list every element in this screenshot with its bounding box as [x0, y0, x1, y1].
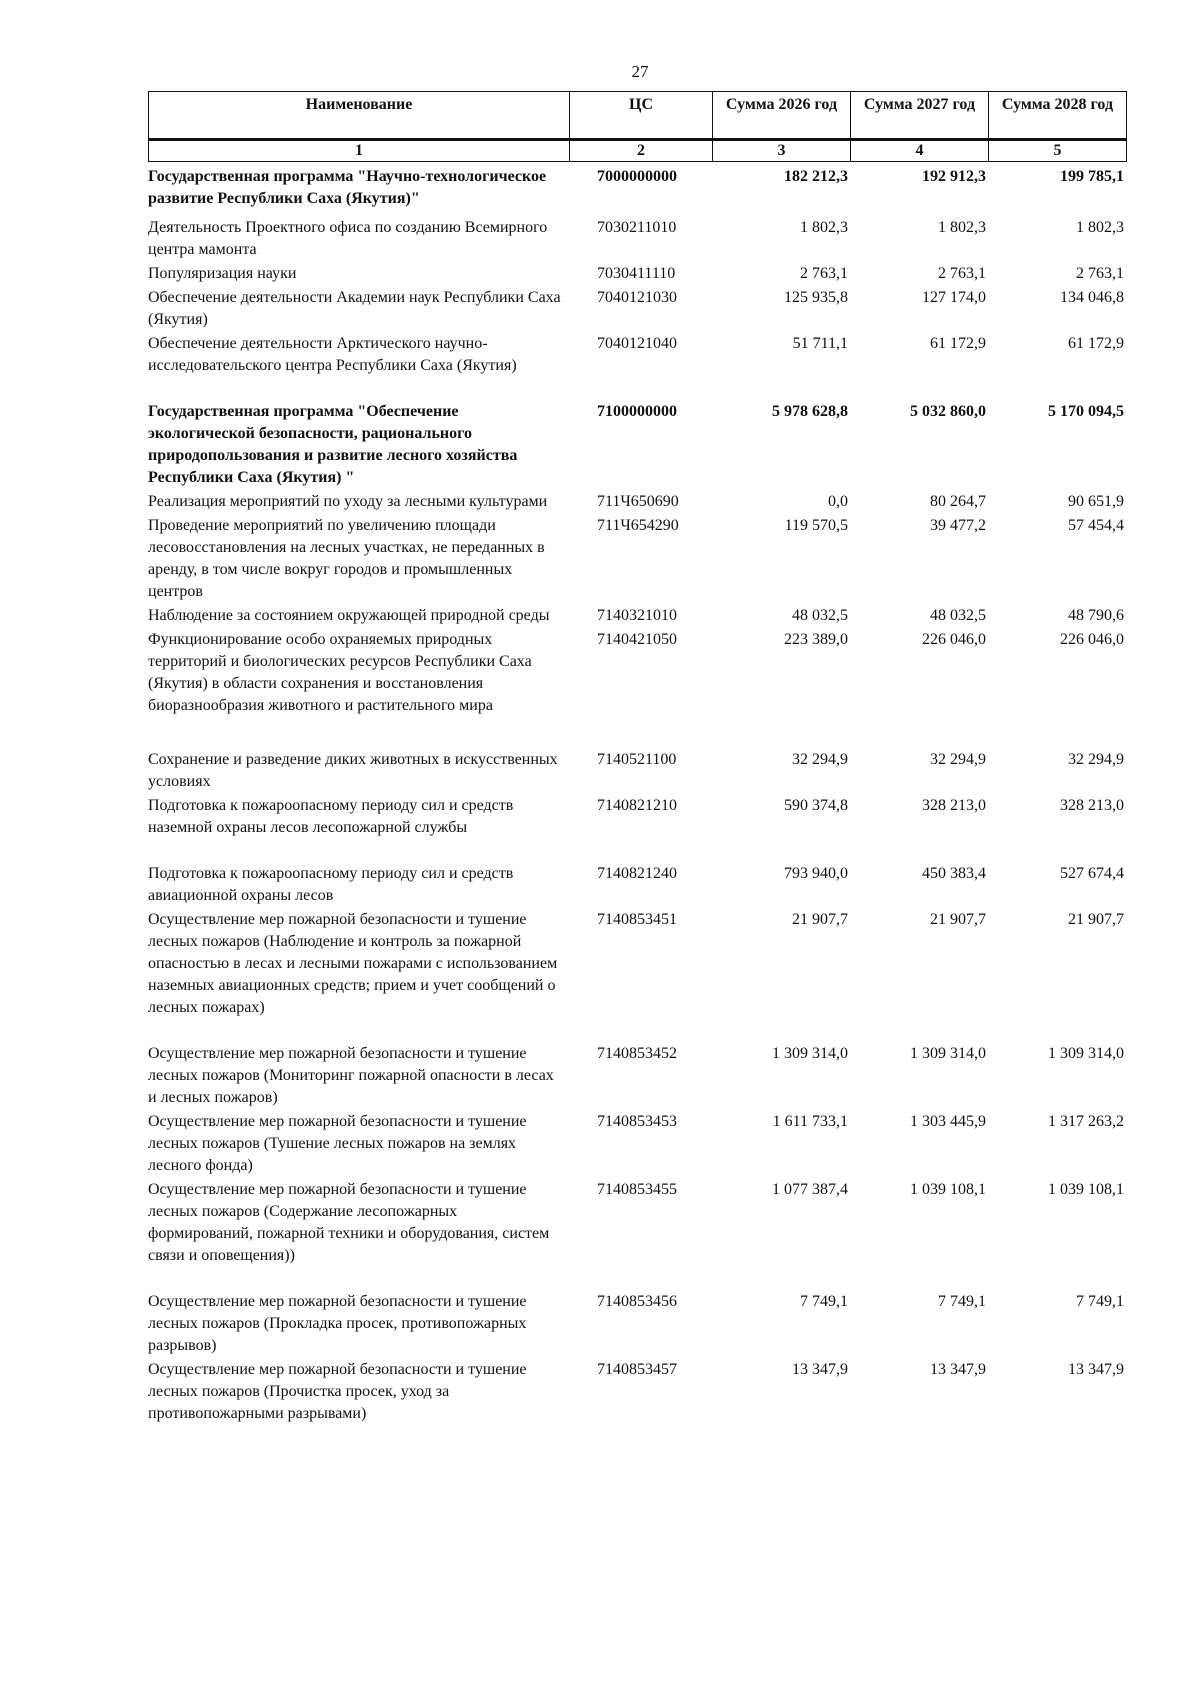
row-sum-2026: 21 907,7: [792, 911, 848, 928]
row-cs-code: 711Ч654290: [597, 517, 679, 534]
row-cs-code: 7040121040: [597, 335, 677, 352]
row-sum-2028: 1 039 108,1: [1048, 1181, 1124, 1198]
row-name: Обеспечение деятельности Арктического научно-исследовательского центра Республики Саха (Якутия): [148, 335, 517, 374]
row-sum-2028: 13 347,9: [1068, 1361, 1124, 1378]
row-name: Осуществление мер пожарной безопасности и тушение лесных пожаров (Наблюдение и контроль за пожарной опасностью в лесах и лесными пожарами с использованием наземных авиационных средств; прием и учет сообщений о лесных пожарах): [148, 911, 558, 1016]
row-cs-code: 7140853451: [597, 911, 677, 928]
table-row: [148, 513, 1126, 603]
row-sum-2028: 7 749,1: [1076, 1293, 1124, 1310]
table-row: [148, 1289, 1126, 1357]
row-cs-code: 7140853456: [597, 1293, 677, 1310]
row-name: Государственная программа "Научно-технологическое развитие Республики Саха (Якутия)": [148, 168, 547, 207]
row-sum-2026: 7 749,1: [800, 1293, 848, 1310]
row-cs-code: 711Ч650690: [597, 493, 679, 510]
row-name: Функционирование особо охраняемых природных территорий и биологических ресурсов Республики Саха (Якутия) в области сохранения и восстановления биоразнообразия животного и растительного мира: [148, 631, 532, 714]
header-sum-2028: Сумма 2028 год: [989, 92, 1127, 140]
row-sum-2028: 32 294,9: [1068, 751, 1124, 768]
table-row: [148, 261, 1126, 285]
row-name: Подготовка к пожароопасному периоду сил и средств авиационной охраны лесов: [148, 865, 514, 904]
row-sum-2027: 48 032,5: [930, 607, 986, 624]
row-cs-code: 7100000000: [597, 403, 677, 420]
column-number: 3: [713, 140, 851, 162]
row-sum-2028: 1 309 314,0: [1048, 1045, 1124, 1062]
row-name: Реализация мероприятий по уходу за лесными культурами: [148, 493, 548, 510]
header-sum-2027: Сумма 2027 год: [851, 92, 989, 140]
row-sum-2028: 199 785,1: [1060, 168, 1124, 185]
row-name: Осуществление мер пожарной безопасности и тушение лесных пожаров (Содержание лесопожарных формирований, пожарной техники и оборудования, систем связи и оповещения)): [148, 1181, 550, 1264]
row-sum-2028: 1 802,3: [1076, 219, 1124, 236]
header-name: Наименование: [149, 92, 570, 140]
row-cs-code: 7140853453: [597, 1113, 677, 1130]
row-sum-2027: 7 749,1: [938, 1293, 986, 1310]
table-row: [148, 603, 1126, 627]
header-sum-2026: Сумма 2026 год: [713, 92, 851, 140]
row-sum-2028: 5 170 094,5: [1048, 403, 1124, 420]
row-sum-2028: 48 790,6: [1068, 607, 1124, 624]
row-name: Подготовка к пожароопасному периоду сил и средств наземной охраны лесов лесопожарной службы: [148, 797, 514, 836]
row-cs-code: 7140821240: [597, 865, 677, 882]
table-row: [148, 793, 1126, 861]
budget-table: [148, 91, 1126, 1425]
table-row: [148, 285, 1126, 331]
table-body: [148, 162, 1126, 1425]
table-row: [148, 331, 1126, 399]
table-row: [148, 1177, 1126, 1289]
table-row: [148, 399, 1126, 489]
table-row: [148, 210, 1126, 261]
row-cs-code: 7140521100: [597, 751, 677, 768]
row-sum-2027: 39 477,2: [930, 517, 986, 534]
row-sum-2026: 51 711,1: [792, 335, 848, 352]
table-row: [148, 747, 1126, 793]
row-cs-code: 7140853452: [597, 1045, 677, 1062]
header-cs: ЦС: [570, 92, 713, 140]
row-name: Деятельность Проектного офиса по созданию Всемирного центра мамонта: [148, 219, 548, 258]
row-sum-2027: 1 039 108,1: [910, 1181, 986, 1198]
table-row: [148, 627, 1126, 747]
row-sum-2026: 1 802,3: [800, 219, 848, 236]
row-sum-2027: 450 383,4: [922, 865, 986, 882]
column-number: 5: [989, 140, 1127, 162]
row-sum-2027: 13 347,9: [930, 1361, 986, 1378]
row-sum-2027: 61 172,9: [930, 335, 986, 352]
row-sum-2027: 5 032 860,0: [910, 403, 986, 420]
row-sum-2028: 527 674,4: [1060, 865, 1124, 882]
row-cs-code: 7140821210: [597, 797, 677, 814]
row-sum-2026: 2 763,1: [800, 265, 848, 282]
row-cs-code: 7030411110: [597, 265, 676, 282]
row-sum-2027: 80 264,7: [930, 493, 986, 510]
row-sum-2027: 328 213,0: [922, 797, 986, 814]
row-sum-2028: 57 454,4: [1068, 517, 1124, 534]
row-name: Наблюдение за состоянием окружающей природной среды: [148, 607, 550, 624]
row-sum-2026: 0,0: [828, 493, 848, 510]
row-sum-2026: 5 978 628,8: [772, 403, 848, 420]
row-sum-2027: 32 294,9: [930, 751, 986, 768]
row-name: Государственная программа "Обеспечение экологической безопасности, рационального природопользования и развитие лесного хозяйства Республики Саха (Якутия) ": [148, 403, 518, 486]
row-sum-2027: 1 802,3: [938, 219, 986, 236]
row-sum-2026: 119 570,5: [784, 517, 848, 534]
row-name: Осуществление мер пожарной безопасности и тушение лесных пожаров (Прокладка просек, противопожарных разрывов): [148, 1293, 527, 1354]
column-number: 1: [149, 140, 570, 162]
table-row: [148, 489, 1126, 513]
row-sum-2026: 125 935,8: [784, 289, 848, 306]
row-name: Проведение мероприятий по увеличению площади лесовосстановления на лесных участках, не переданных в аренду, в том числе вокруг городов и промышленных центров: [148, 517, 545, 600]
row-cs-code: 7140321010: [597, 607, 677, 624]
row-sum-2026: 1 077 387,4: [772, 1181, 848, 1198]
row-sum-2026: 1 309 314,0: [772, 1045, 848, 1062]
row-sum-2028: 61 172,9: [1068, 335, 1124, 352]
table-row: [148, 162, 1126, 210]
row-sum-2027: 1 309 314,0: [910, 1045, 986, 1062]
row-sum-2026: 223 389,0: [784, 631, 848, 648]
table-row: [148, 1357, 1126, 1425]
row-sum-2027: 226 046,0: [922, 631, 986, 648]
table-row: [148, 1041, 1126, 1109]
table-row: [148, 907, 1126, 1041]
page-number: 27: [631, 62, 649, 81]
row-sum-2026: 793 940,0: [784, 865, 848, 882]
row-name: Сохранение и разведение диких животных в искусственных условиях: [148, 751, 558, 790]
row-cs-code: 7140853455: [597, 1181, 677, 1198]
row-sum-2028: 21 907,7: [1068, 911, 1124, 928]
row-sum-2028: 226 046,0: [1060, 631, 1124, 648]
row-sum-2027: 192 912,3: [922, 168, 986, 185]
table-header: [148, 91, 1127, 162]
row-sum-2028: 90 651,9: [1068, 493, 1124, 510]
row-sum-2027: 1 303 445,9: [910, 1113, 986, 1130]
row-sum-2027: 2 763,1: [938, 265, 986, 282]
row-name: Популяризация науки: [148, 265, 297, 282]
column-number: 2: [570, 140, 713, 162]
row-sum-2028: 134 046,8: [1060, 289, 1124, 306]
row-sum-2026: 590 374,8: [784, 797, 848, 814]
row-sum-2026: 1 611 733,1: [772, 1113, 848, 1130]
row-cs-code: 7140853457: [597, 1361, 677, 1378]
table-row: [148, 1109, 1126, 1177]
row-name: Осуществление мер пожарной безопасности и тушение лесных пожаров (Мониторинг пожарной опасности в лесах и лесных пожаров): [148, 1045, 554, 1106]
row-cs-code: 7040121030: [597, 289, 677, 306]
row-sum-2026: 13 347,9: [792, 1361, 848, 1378]
row-cs-code: 7140421050: [597, 631, 677, 648]
row-name: Осуществление мер пожарной безопасности и тушение лесных пожаров (Прочистка просек, уход за противопожарными разрывами): [148, 1361, 527, 1422]
row-sum-2027: 127 174,0: [922, 289, 986, 306]
row-sum-2026: 32 294,9: [792, 751, 848, 768]
row-name: Осуществление мер пожарной безопасности и тушение лесных пожаров (Тушение лесных пожаров на землях лесного фонда): [148, 1113, 527, 1174]
row-sum-2026: 48 032,5: [792, 607, 848, 624]
row-sum-2028: 328 213,0: [1060, 797, 1124, 814]
row-sum-2027: 21 907,7: [930, 911, 986, 928]
table-row: [148, 861, 1126, 907]
row-cs-code: 7000000000: [597, 168, 677, 185]
column-number: 4: [851, 140, 989, 162]
row-sum-2026: 182 212,3: [784, 168, 848, 185]
row-sum-2028: 1 317 263,2: [1048, 1113, 1124, 1130]
row-sum-2028: 2 763,1: [1076, 265, 1124, 282]
row-cs-code: 7030211010: [597, 219, 677, 236]
row-name: Обеспечение деятельности Академии наук Республики Саха (Якутия): [148, 289, 561, 328]
